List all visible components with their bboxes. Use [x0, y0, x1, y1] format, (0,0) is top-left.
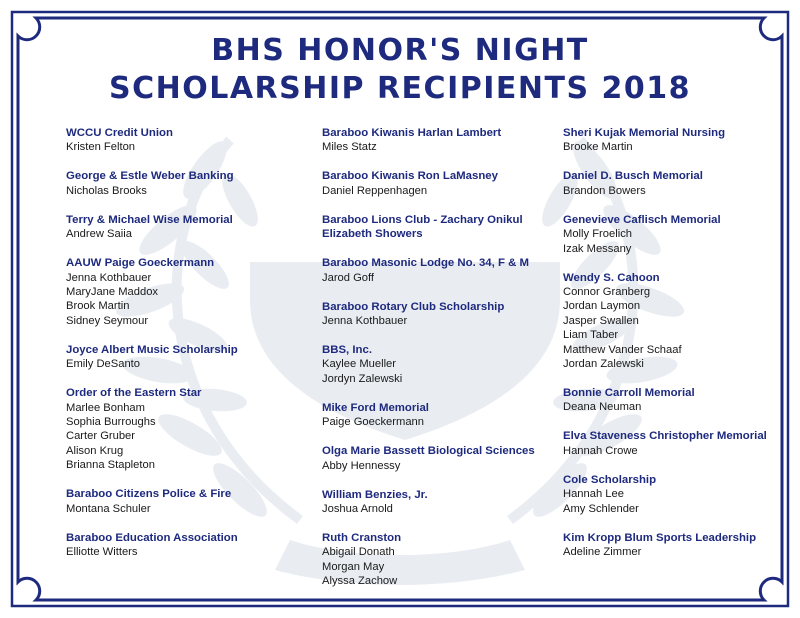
recipient-name: MaryJane Maddox	[66, 286, 159, 299]
award-entry	[66, 126, 296, 155]
award-entry	[66, 169, 296, 198]
recipient-name: Alyssa Zachow	[322, 575, 398, 588]
award-title: Joyce Albert Music Scholarship	[66, 343, 238, 356]
recipient-name: Joshua Arnold	[322, 503, 393, 516]
award-entry	[563, 473, 773, 516]
recipient-name: Morgan May	[322, 560, 385, 573]
recipient-name: Jordan Laymon	[563, 300, 641, 313]
award-entry	[563, 169, 773, 198]
award-title: Bonnie Carroll Memorial	[563, 387, 695, 400]
award-title: Olga Marie Bassett Biological Sciences	[322, 445, 535, 458]
award-entry	[563, 429, 773, 458]
recipient-name: Brianna Stapleton	[66, 459, 155, 472]
award-title: William Benzies, Jr.	[322, 488, 428, 501]
award-entry	[322, 256, 552, 285]
award-title: Genevieve Caflisch Memorial	[563, 213, 721, 226]
recipient-name: Amy Schlender	[563, 502, 639, 515]
recipient-name: Brook Martin	[66, 300, 130, 313]
award-entry	[322, 531, 552, 589]
award-title: Baraboo Education Association	[66, 531, 238, 544]
award-entry	[322, 169, 552, 198]
recipient-name: Matthew Vander Schaaf	[563, 343, 682, 356]
award-title-second-line: Elizabeth Showers	[322, 228, 423, 241]
recipient-name: Jenna Kothbauer	[66, 271, 152, 284]
recipient-name: Alison Krug	[66, 444, 124, 457]
awards-column-3	[563, 126, 773, 574]
award-title: WCCU Credit Union	[66, 127, 173, 139]
award-title: Baraboo Rotary Club Scholarship	[322, 300, 505, 313]
page-title-line-1: BHS HONOR'S NIGHT	[211, 33, 589, 68]
award-title: Ruth Cranston	[322, 532, 402, 545]
award-title: Sheri Kujak Memorial Nursing	[563, 127, 726, 139]
award-title: Kim Kropp Blum Sports Leadership	[563, 531, 757, 544]
recipient-name: Brooke Martin	[563, 141, 633, 154]
award-entry	[563, 386, 773, 415]
recipient-name: Abigail Donath	[322, 546, 395, 559]
recipient-name: Carter Gruber	[66, 430, 136, 443]
award-entry	[322, 300, 552, 329]
award-entry	[322, 126, 552, 155]
recipient-name: Liam Taber	[563, 329, 619, 342]
award-title: George & Estle Weber Banking	[66, 170, 234, 183]
award-title: Elva Staveness Christopher Memorial	[563, 430, 767, 443]
recipient-name: Jarod Goff	[322, 271, 375, 284]
award-entry	[563, 213, 773, 256]
page-title-line-2: SCHOLARSHIP RECIPIENTS 2018	[108, 71, 691, 106]
award-entry	[322, 213, 552, 242]
recipient-name: Sophia Burroughs	[66, 416, 156, 429]
award-title: Baraboo Kiwanis Harlan Lambert	[322, 127, 502, 139]
award-title: Baraboo Masonic Lodge No. 34, F & M	[322, 257, 529, 270]
award-title: Baraboo Lions Club - Zachary Onikul	[322, 213, 523, 226]
recipient-name: Jasper Swallen	[563, 314, 639, 327]
recipient-name: Kaylee Mueller	[322, 358, 396, 371]
recipient-name: Brandon Bowers	[563, 184, 646, 197]
award-entry	[66, 343, 296, 372]
recipient-name: Marlee Bonham	[66, 401, 145, 414]
recipient-name: Jordan Zalewski	[563, 358, 644, 371]
recipient-name: Nicholas Brooks	[66, 184, 147, 197]
recipient-name: Deana Neuman	[563, 401, 642, 414]
award-title: Order of the Eastern Star	[66, 387, 202, 400]
recipient-name: Daniel Reppenhagen	[322, 184, 428, 197]
recipient-name: Molly Froelich	[563, 228, 633, 241]
award-entry	[563, 271, 773, 372]
recipient-name: Hannah Crowe	[563, 444, 638, 457]
recipient-name: Jordyn Zalewski	[322, 372, 403, 385]
recipient-name: Sidney Seymour	[66, 314, 149, 327]
recipient-name: Montana Schuler	[66, 502, 151, 515]
award-entry	[322, 401, 552, 430]
award-entry	[66, 531, 296, 560]
award-title: Daniel D. Busch Memorial	[563, 170, 703, 183]
award-entry	[563, 531, 773, 560]
recipient-name: Miles Statz	[322, 141, 377, 154]
recipient-name: Abby Hennessy	[322, 459, 401, 472]
award-entry	[322, 444, 552, 473]
recipient-name: Jenna Kothbauer	[322, 315, 408, 328]
awards-column-2	[322, 126, 552, 603]
award-entry	[66, 386, 296, 472]
recipient-name: Connor Granberg	[563, 286, 651, 299]
award-title: BBS, Inc.	[322, 344, 373, 357]
award-title: Baraboo Kiwanis Ron LaMasney	[322, 170, 498, 183]
award-entry	[322, 343, 552, 386]
award-title: Mike Ford Memorial	[322, 401, 429, 414]
recipient-name: Andrew Saiia	[66, 228, 132, 241]
recipient-name: Paige Goeckermann	[322, 416, 424, 429]
award-entry	[563, 126, 773, 155]
award-title: AAUW Paige Goeckermann	[66, 257, 215, 270]
recipient-name: Adeline Zimmer	[563, 546, 642, 559]
recipient-name: Kristen Felton	[66, 141, 136, 154]
award-entry	[66, 213, 296, 242]
recipient-name: Elliotte Witters	[66, 546, 138, 559]
award-entry	[66, 487, 296, 516]
award-entry	[66, 256, 296, 328]
recipient-name: Emily DeSanto	[66, 358, 140, 371]
award-title: Wendy S. Cahoon	[563, 271, 660, 284]
recipient-name: Hannah Lee	[563, 488, 624, 501]
award-title: Terry & Michael Wise Memorial	[66, 213, 233, 226]
award-entry	[322, 488, 552, 517]
award-title: Baraboo Citizens Police & Fire	[66, 488, 232, 501]
recipient-name: Izak Messany	[563, 242, 632, 255]
awards-column-1	[66, 126, 296, 574]
award-title: Cole Scholarship	[563, 473, 657, 486]
